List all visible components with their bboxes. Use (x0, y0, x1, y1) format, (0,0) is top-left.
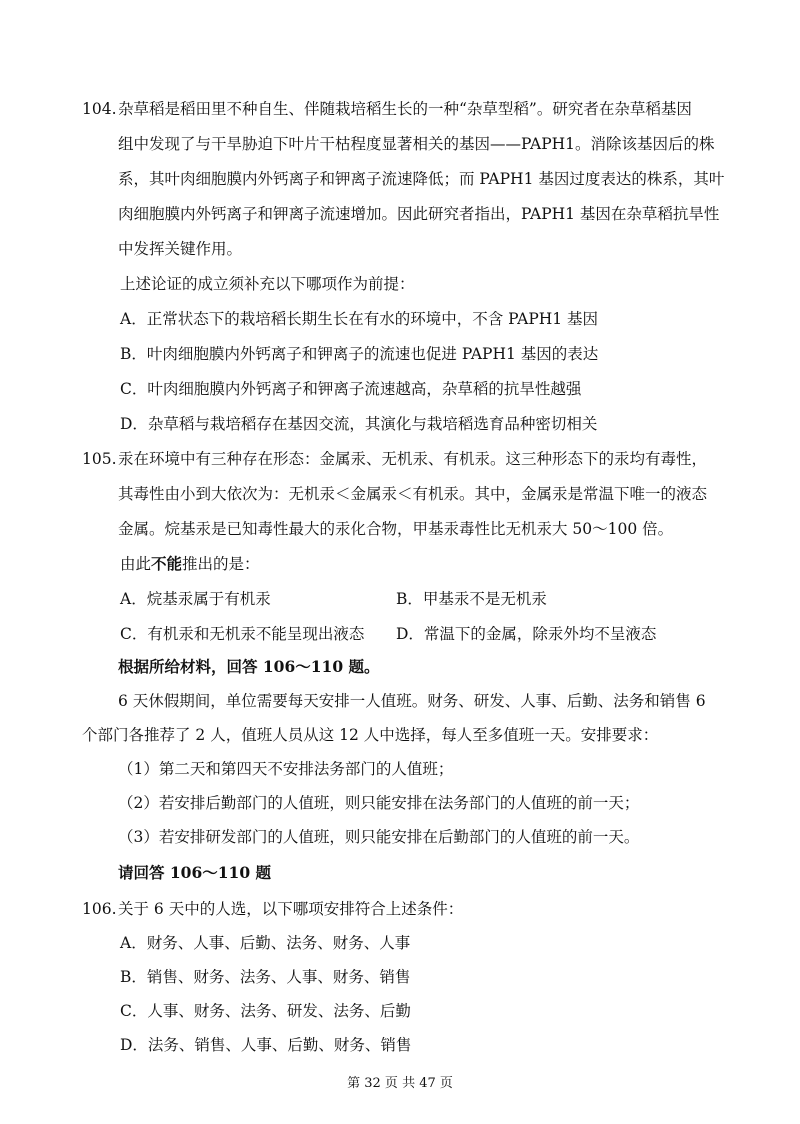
page-footer: 第 32 页 共 47 页 (347, 1076, 453, 1091)
q106-option-b: B．销售、财务、法务、人事、财务、销售 (120, 968, 411, 986)
q105-option-d: D．常温下的金属，除汞外均不呈液态 (396, 625, 657, 643)
q104-stem-1: 杂草稻是稻田里不种自生、伴随栽培稻生长的一种“杂草型稻”。研究者在杂草稻基因 (118, 100, 692, 118)
q106-option-d: D．法务、销售、人事、后勤、财务、销售 (120, 1036, 412, 1054)
section-prompt: 请回答 106～110 题 (118, 863, 272, 882)
material-line-2: 个部门各推荐了 2 人，值班人员从这 12 人中选择，每人至多值班一天。安排要求： (82, 726, 659, 744)
q106-number: 106. (82, 900, 117, 918)
q105-line-3: 金属。烷基汞是已知毒性最大的汞化合物，甲基汞毒性比无机汞大 50～100 倍。 (118, 520, 674, 538)
q105-question: 由此不能推出的是： (120, 554, 260, 573)
q106-option-c: C．人事、财务、法务、研发、法务、后勤 (120, 1002, 411, 1020)
q105-emphasis: 不能 (151, 554, 183, 573)
q106-option-a: A．财务、人事、后勤、法务、财务、人事 (120, 934, 411, 952)
material-rule-3: （3）若安排研发部门的人值班，则只能安排在后勤部门的人值班的前一天。 (118, 828, 640, 846)
q105-line-1 (82, 448, 707, 470)
q104-option-a: A．正常状态下的栽培稻长期生长在有水的环境中，不含 PAPH1 基因 (120, 310, 599, 328)
q104-line-3: 系，其叶肉细胞膜内外钙离子和钾离子流速降低；而 PAPH1 基因过度表达的株系，其叶 (118, 170, 725, 188)
q104-question: 上述论证的成立须补充以下哪项作为前提： (120, 275, 415, 293)
q106-stem: 关于 6 天中的人选，以下哪项安排符合上述条件： (118, 900, 464, 918)
material-line-1: 6 天休假期间，单位需要每天安排一人值班。财务、研发、人事、后勤、法务和销售 6 (118, 692, 706, 710)
q104-number: 104. (82, 100, 117, 118)
q105-stem-1: 汞在环境中有三种存在形态：金属汞、无机汞、有机汞。这三种形态下的汞均有毒性， (118, 450, 708, 468)
q105-line-2: 其毒性由小到大依次为：无机汞＜金属汞＜有机汞。其中，金属汞是常温下唯一的液态 (118, 485, 708, 503)
q104-line-1 (82, 98, 692, 120)
q106-line-1 (82, 898, 463, 920)
material-rule-2: （2）若安排后勤部门的人值班，则只能安排在法务部门的人值班的前一天； (118, 794, 640, 812)
q104-option-b: B．叶肉细胞膜内外钙离子和钾离子的流速也促进 PAPH1 基因的表达 (120, 345, 599, 363)
q104-option-c: C．叶肉细胞膜内外钙离子和钾离子流速越高，杂草稻的抗旱性越强 (120, 380, 582, 398)
q104-line-2: 组中发现了与干旱胁迫下叶片干枯程度显著相关的基因——PAPH1。消除该基因后的株 (118, 135, 715, 153)
q104-option-d: D．杂草稻与栽培稻存在基因交流，其演化与栽培稻选育品种密切相关 (120, 415, 598, 433)
q105-option-c: C．有机汞和无机汞不能呈现出液态 (120, 625, 365, 643)
q104-line-4: 肉细胞膜内外钙离子和钾离子流速增加。因此研究者指出，PAPH1 基因在杂草稻抗旱性 (118, 205, 720, 223)
q104-line-5: 中发挥关键作用。 (118, 240, 243, 258)
q105-option-b: B．甲基汞不是无机汞 (396, 590, 547, 608)
section-heading: 根据所给材料，回答 106～110 题。 (118, 657, 380, 676)
q105-option-a: A．烷基汞属于有机汞 (120, 590, 271, 608)
q105-number: 105. (82, 450, 117, 468)
material-rule-1: （1）第二天和第四天不安排法务部门的人值班； (118, 760, 454, 778)
